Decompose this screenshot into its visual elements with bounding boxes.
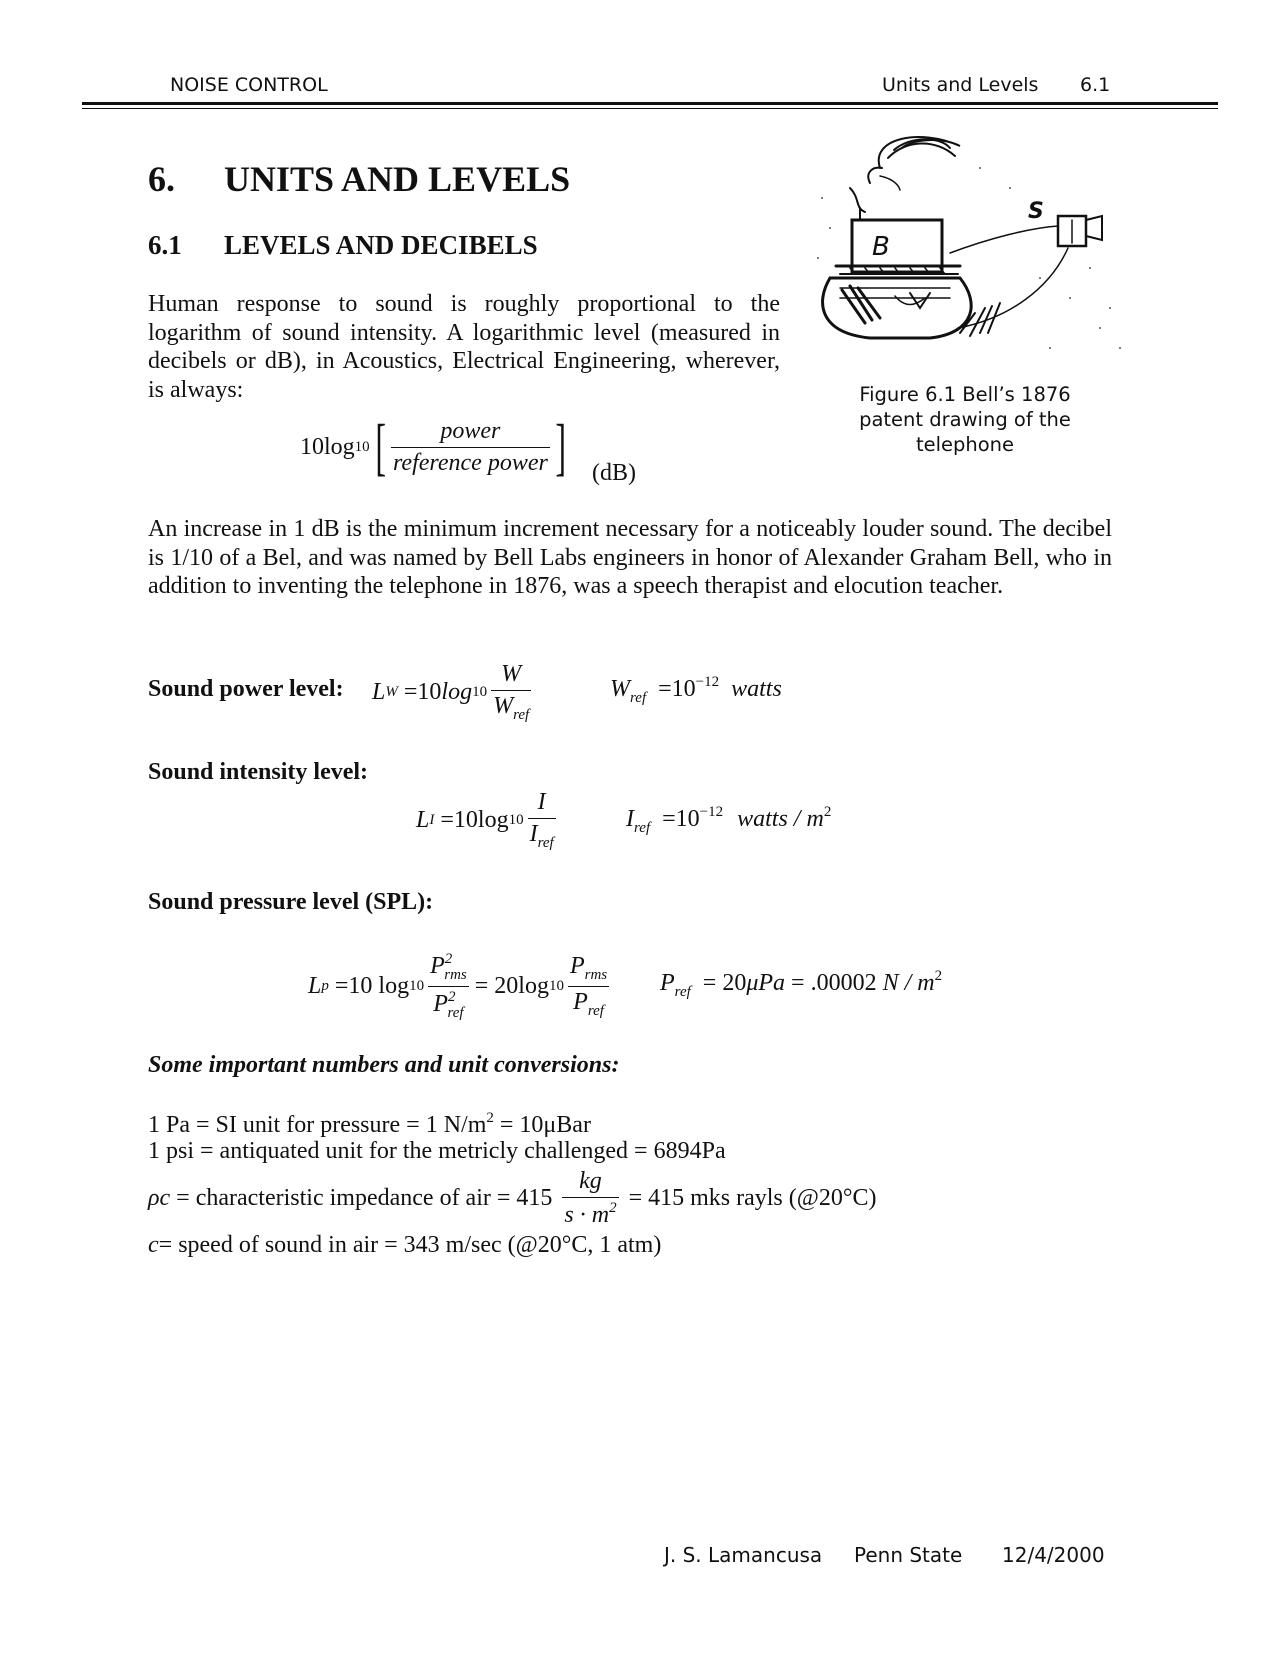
sound-power-label: Sound power level: xyxy=(148,676,344,702)
sound-intensity-ref-lhs: I xyxy=(626,806,634,832)
header-rule-thick xyxy=(82,102,1218,105)
sound-pressure-num1-sup: 2 xyxy=(444,950,453,967)
chapter-number: 6. xyxy=(148,159,175,199)
sound-power-ref-eq: =10 xyxy=(658,676,696,702)
sound-power-formula xyxy=(372,660,531,724)
sound-pressure-fraction-2 xyxy=(568,953,609,1020)
level-formula-prefix: 10log xyxy=(300,433,355,460)
conversion-impedance-den-exp: 2 xyxy=(609,1199,617,1216)
sound-pressure-den1-sup: 2 xyxy=(447,988,456,1005)
running-header-number: 6.1 xyxy=(1080,74,1111,96)
sound-pressure-ref-lhs: P xyxy=(660,970,675,996)
footer-date: 12/4/2000 xyxy=(1002,1543,1105,1567)
sound-pressure-label: Sound pressure level (SPL): xyxy=(148,889,434,915)
conversion-psi: 1 psi = antiquated unit for the metricly challenged = 6894Pa xyxy=(148,1138,726,1164)
sound-pressure-ref-unit-exp: 2 xyxy=(934,968,943,984)
sound-intensity-ref-eq: =10 xyxy=(662,806,700,832)
conversion-impedance-fraction xyxy=(562,1168,618,1229)
sound-intensity-ref-unit: watts / m xyxy=(737,806,824,832)
sound-intensity-log-sub: 10 xyxy=(508,811,524,828)
sound-power-log: log xyxy=(441,678,473,705)
level-formula-denominator: reference power xyxy=(392,449,548,476)
sound-pressure-log-sub-1: 10 xyxy=(409,977,425,994)
right-bracket: ] xyxy=(555,411,566,482)
sound-power-ref-lhs: W xyxy=(610,676,630,702)
conversion-speed-of-sound xyxy=(148,1232,661,1259)
level-formula-subscript: 10 xyxy=(354,438,370,455)
header-rule-thin xyxy=(82,108,1218,109)
sound-intensity-den-sub: ref xyxy=(537,834,554,851)
sound-pressure-reference xyxy=(660,968,942,1001)
sound-pressure-num1: P xyxy=(430,952,445,979)
sound-pressure-formula xyxy=(308,950,609,1022)
sound-power-eq: =10 xyxy=(403,678,442,705)
sound-pressure-lhs-sub: p xyxy=(321,977,329,994)
running-header-title: Units and Levels xyxy=(882,74,1039,96)
sound-intensity-ref-unit-exp: 2 xyxy=(823,804,832,820)
section-title: LEVELS AND DECIBELS xyxy=(224,230,538,260)
sound-power-lhs: L xyxy=(372,678,386,705)
running-header-left: NOISE CONTROL xyxy=(170,74,328,96)
sound-pressure-eq1: =10 log xyxy=(334,972,410,999)
conversions-heading: Some important numbers and unit conversions: xyxy=(148,1052,620,1078)
conversion-impedance-symbol: ρc xyxy=(148,1184,171,1211)
sound-pressure-log-sub-2: 10 xyxy=(548,977,564,994)
sound-intensity-den: I xyxy=(529,820,538,847)
sound-power-den: W xyxy=(493,692,514,719)
sound-pressure-ref-mu: μPa xyxy=(746,970,786,996)
chapter-title: UNITS AND LEVELS xyxy=(224,159,571,199)
figure-caption: Figure 6.1 Bell’s 1876 patent drawing of the telephone xyxy=(859,383,1071,456)
sound-power-ref-exp: −12 xyxy=(695,674,720,690)
left-bracket: [ xyxy=(375,411,386,482)
section-number: 6.1 xyxy=(148,230,182,260)
footer-institution: Penn State xyxy=(854,1543,963,1567)
sound-pressure-lhs: L xyxy=(308,972,322,999)
sound-power-lhs-sub: W xyxy=(385,683,398,700)
conversion-impedance-num: kg xyxy=(562,1168,618,1198)
conversion-impedance-den: s · m xyxy=(564,1201,610,1228)
conversion-pascal-b: = 10μBar xyxy=(493,1112,591,1138)
sound-pressure-eq2: = 20log xyxy=(474,972,549,999)
sound-intensity-formula xyxy=(416,788,556,852)
sound-intensity-ref-exp: −12 xyxy=(699,804,724,820)
sound-pressure-den2: P xyxy=(573,988,588,1015)
sound-intensity-lhs-sub: I xyxy=(429,811,435,828)
decibel-paragraph: An increase in 1 dB is the minimum increment necessary for a noticeably louder sound. The decibel is 1/10 of a Bel, and was named by Bell Labs engineers in honor of Alexander Graham Bell, who in addition to inventing the telephone in 1876, was a speech therapist and elocution teacher. xyxy=(148,516,1112,599)
sound-pressure-num2-sub: rms xyxy=(584,966,608,983)
figure-letter-b: B xyxy=(872,232,890,262)
figure-letter-s: S xyxy=(1028,199,1044,224)
sound-power-ref-unit: watts xyxy=(731,676,782,702)
level-formula-numerator: power xyxy=(391,418,550,448)
sound-intensity-eq: =10log xyxy=(440,806,509,833)
conversion-pascal-exp: 2 xyxy=(486,1110,494,1126)
sound-intensity-reference xyxy=(626,804,831,837)
sound-intensity-fraction xyxy=(528,789,556,852)
sound-intensity-num: I xyxy=(528,789,556,819)
sound-power-log-sub: 10 xyxy=(472,683,488,700)
sound-intensity-ref-sub: ref xyxy=(634,820,651,836)
sound-intensity-label: Sound intensity level: xyxy=(148,759,369,785)
conversion-impedance-b: = 415 mks rayls (@20°C) xyxy=(622,1184,877,1211)
sound-pressure-fraction-1 xyxy=(428,951,469,1022)
sound-power-num: W xyxy=(491,661,531,691)
sound-pressure-ref-eq: = 20 xyxy=(702,970,747,996)
conversion-pascal-a: 1 Pa = SI unit for pressure = 1 N/m xyxy=(148,1112,487,1138)
sound-pressure-den2-sub: ref xyxy=(587,1002,604,1019)
sound-pressure-ref-unit: N / m xyxy=(882,970,935,996)
sound-pressure-den1: P xyxy=(433,990,448,1017)
sound-power-fraction xyxy=(491,661,531,724)
conversion-impedance xyxy=(148,1168,876,1228)
intro-paragraph: Human response to sound is roughly proportional to the logarithm of sound intensity. A logarithmic level (measured in decibels or dB), in Acoustics, Electrical Engineering, wherever, is always: xyxy=(148,291,780,403)
conversion-speed-symbol: c xyxy=(148,1232,159,1258)
conversion-impedance-a: = characteristic impedance of air = 415 xyxy=(170,1184,559,1211)
sound-power-ref-sub: ref xyxy=(630,690,647,706)
level-formula-unit: (dB) xyxy=(592,460,636,486)
sound-power-den-sub: ref xyxy=(513,706,530,723)
sound-power-reference xyxy=(610,674,782,707)
conversion-pascal xyxy=(148,1110,591,1139)
sound-pressure-num2: P xyxy=(569,952,585,979)
footer-author: J. S. Lamancusa xyxy=(664,1543,823,1567)
sound-pressure-ref-sub: ref xyxy=(674,984,691,1000)
conversion-speed-text: = speed of sound in air = 343 m/sec (@20°C, 1 atm) xyxy=(158,1232,662,1258)
sound-pressure-den1-sub: ref xyxy=(447,1004,464,1021)
sound-pressure-num1-sub: rms xyxy=(444,966,467,983)
sound-intensity-lhs: L xyxy=(416,806,430,833)
sound-pressure-ref-rest: = .00002 xyxy=(791,970,877,996)
level-formula xyxy=(300,412,571,482)
bell-telephone-drawing xyxy=(810,128,1130,373)
level-formula-fraction xyxy=(391,418,550,477)
